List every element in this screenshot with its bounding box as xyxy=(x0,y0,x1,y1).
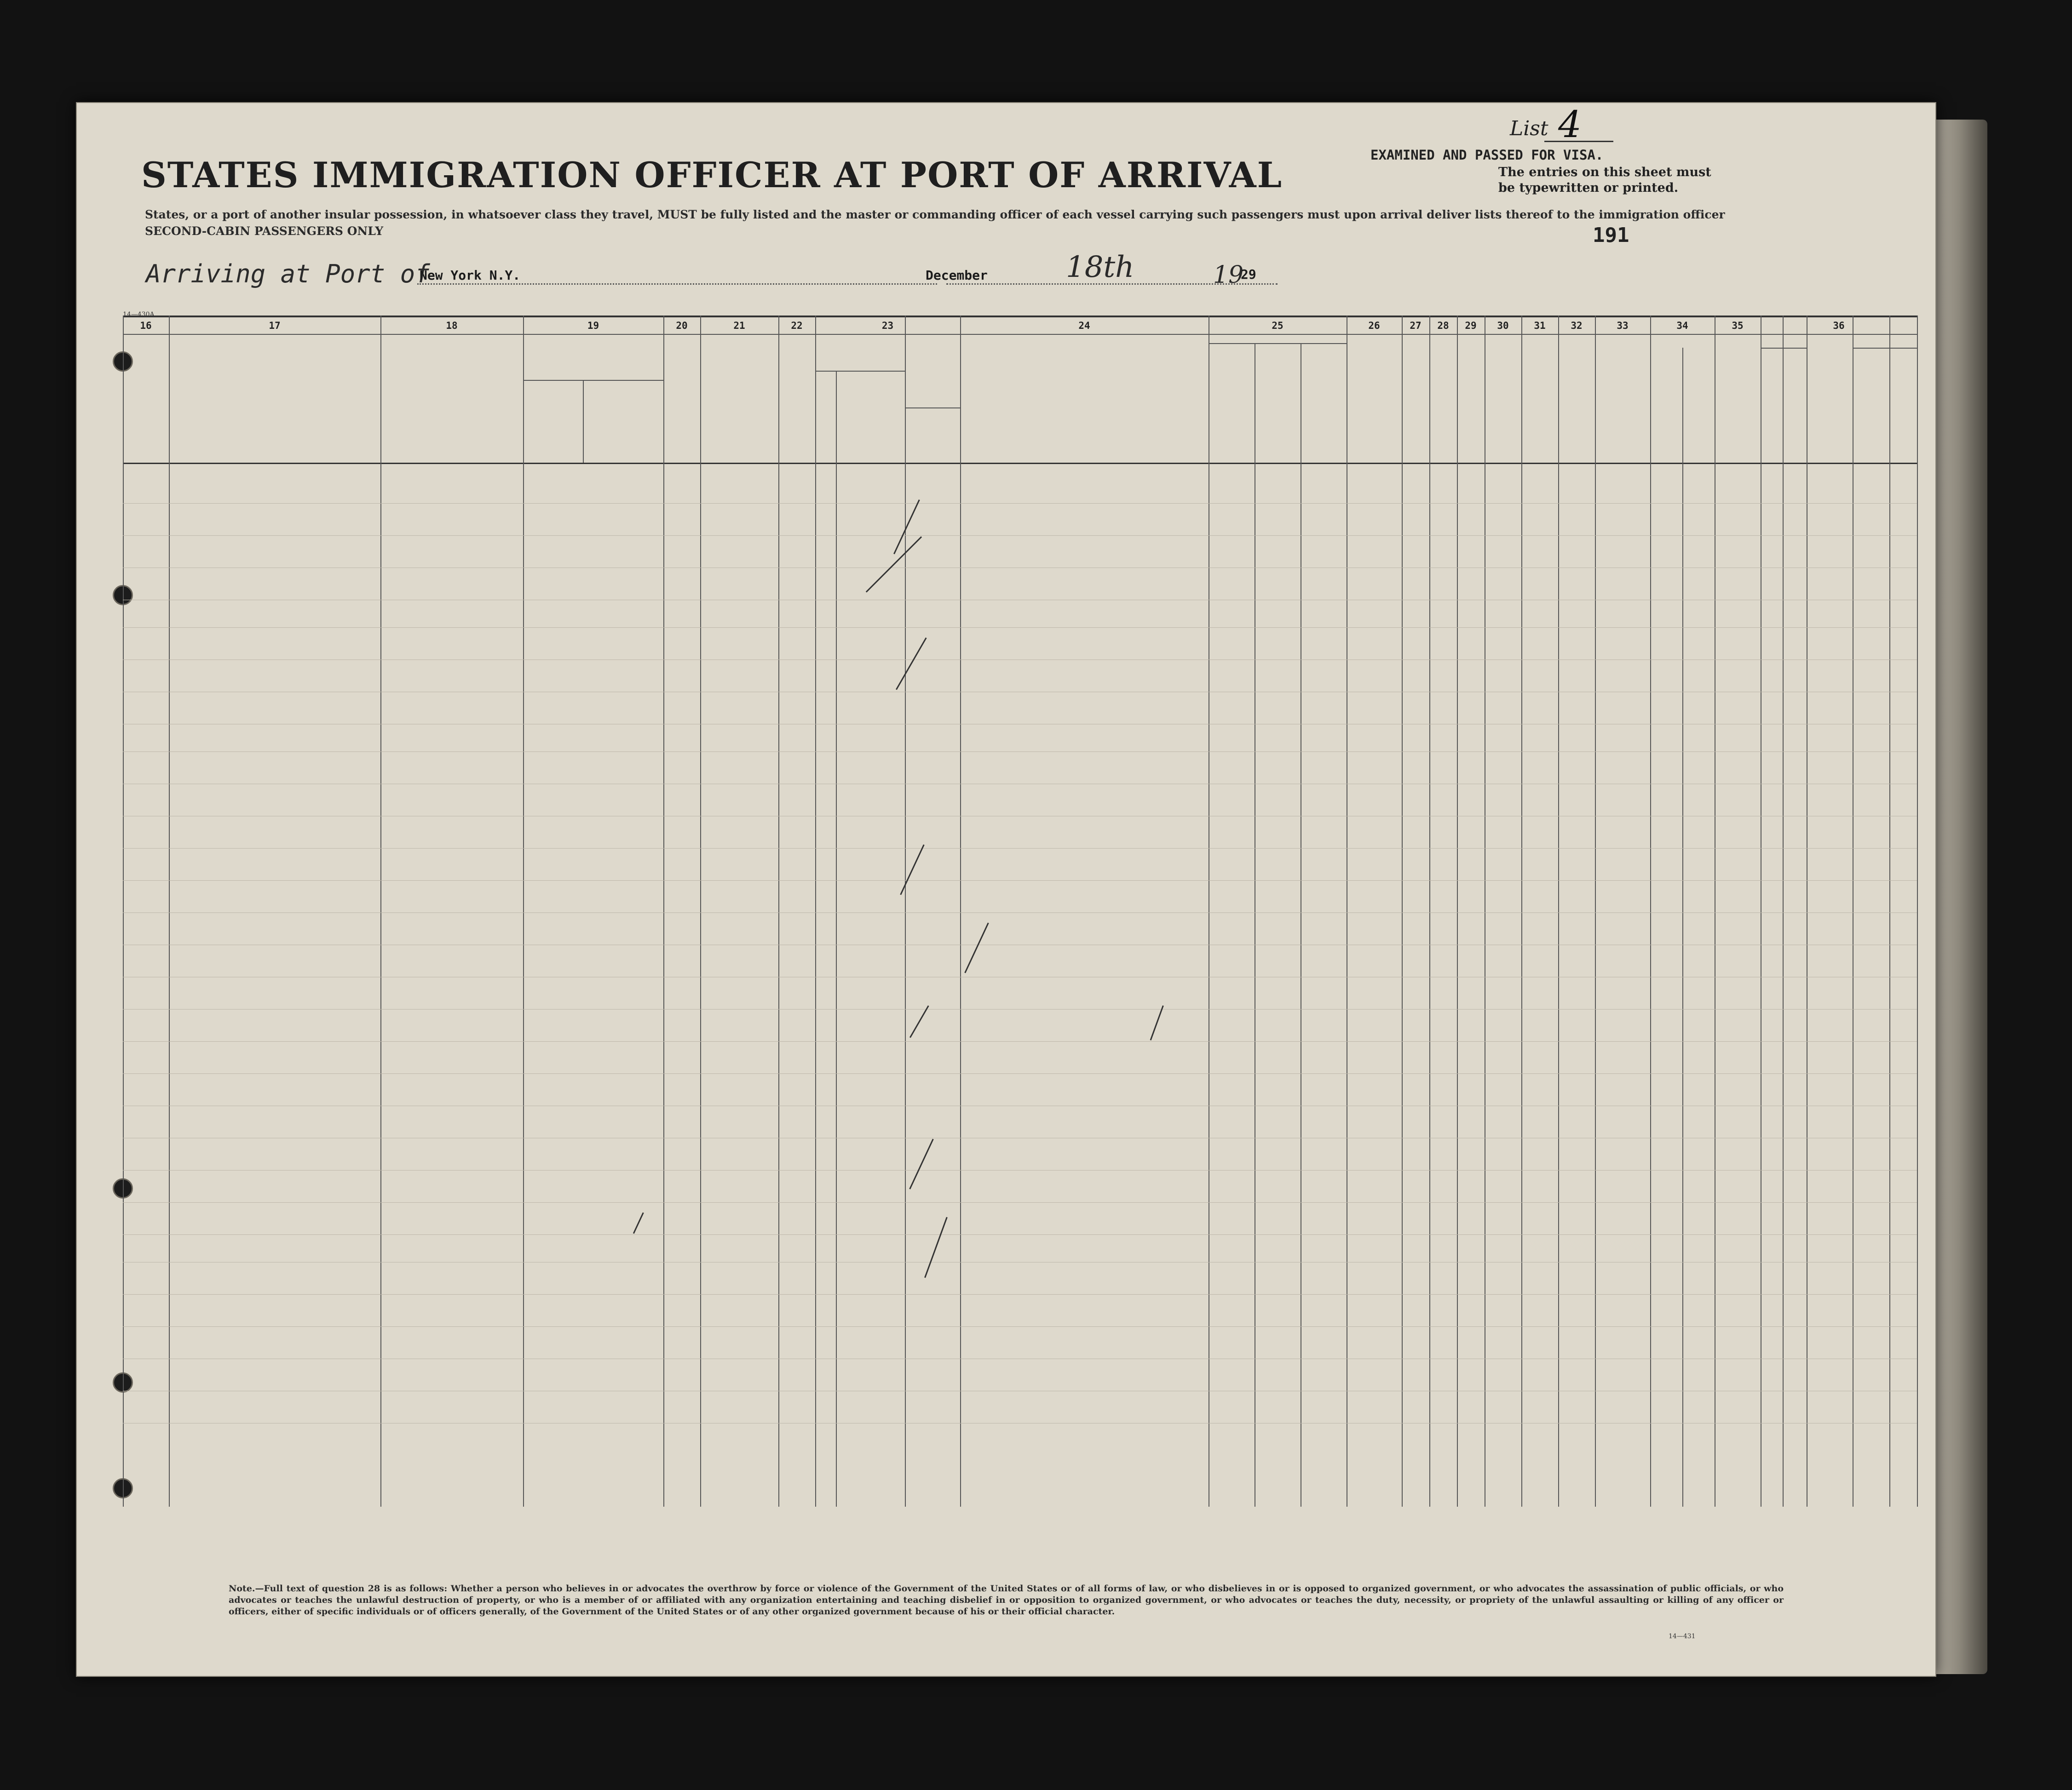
column-number: 20 xyxy=(676,320,688,331)
sub-rule xyxy=(583,380,584,463)
row-rule xyxy=(123,912,1917,913)
column-rule xyxy=(1783,316,1784,1507)
day-value: 18th xyxy=(1066,250,1134,284)
column-rule xyxy=(1558,316,1559,1507)
column-number: 31 xyxy=(1534,320,1546,331)
sub-rule xyxy=(1209,343,1347,344)
column-number: 33 xyxy=(1617,320,1629,331)
row-rule xyxy=(123,1202,1917,1203)
row-rule xyxy=(123,1294,1917,1295)
sub-rule xyxy=(1761,348,1807,349)
visa-stamp: EXAMINED AND PASSED FOR VISA. xyxy=(1370,147,1604,163)
sheet-number: 191 xyxy=(1593,224,1629,247)
manifest-sheet xyxy=(76,102,1936,1677)
column-rule xyxy=(1595,316,1596,1507)
column-number: 27 xyxy=(1410,320,1422,331)
row-rule xyxy=(123,535,1917,536)
column-number: 18 xyxy=(446,320,458,331)
sub-rule xyxy=(523,380,663,381)
column-number: 23 xyxy=(881,320,894,331)
row-rule xyxy=(123,848,1917,849)
column-rule xyxy=(1650,316,1651,1507)
footnote: Note.—Full text of question 28 is as follows: Whether a person who believes in or advocates the overthrow by force or violence of the Government of the United States or of all forms of law, or who disbelieves in or is opposed to organized government, or who advocates the assassination of public officials, or who advocates or teaches the unlawful destruction of property, or who is a member of or affiliated with any organization entertaining and teaching disbelief in or opposition to organized government, or who advocates or teaches the duty, necessity, or propriety of the unlawful assaulting or killing of any officer or officers, either of specific individuals or of officers generally, of the Government of the United States or of any other organized government because of his or their official character. xyxy=(229,1583,1784,1617)
header-note: States, or a port of another insular possession, in whatsoever class they travel, MUST be fully listed and the master or commanding officer of each vessel carrying such passengers must upon arrival deliver lists thereof to the immigration officer xyxy=(145,208,1725,221)
column-rule xyxy=(1917,316,1918,1507)
check-mark xyxy=(896,637,927,690)
column-number: 26 xyxy=(1368,320,1380,331)
form-reference: 14—430A xyxy=(123,311,155,318)
column-rule xyxy=(380,316,381,1507)
list-label: List xyxy=(1510,117,1548,140)
column-rule xyxy=(1521,316,1522,1507)
column-number: 34 xyxy=(1676,320,1688,331)
row-rule xyxy=(123,1326,1917,1327)
check-mark xyxy=(1150,1005,1164,1040)
column-rule xyxy=(1429,316,1430,1507)
page-title: STATES IMMIGRATION OFFICER AT PORT OF ARRIVAL xyxy=(141,155,1283,195)
column-rule xyxy=(778,316,779,1507)
row-rule xyxy=(123,1009,1917,1010)
column-number-rule xyxy=(123,334,1917,335)
header-subtitle: SECOND-CABIN PASSENGERS ONLY xyxy=(145,224,384,238)
port-value: New York N.Y. xyxy=(420,268,521,283)
column-rule xyxy=(663,316,664,1507)
column-number: 24 xyxy=(1078,320,1090,331)
manifest-table xyxy=(123,316,1917,1612)
check-mark xyxy=(900,844,924,895)
check-mark xyxy=(909,1139,933,1189)
sub-rule xyxy=(1682,348,1683,1507)
column-rule xyxy=(1889,316,1890,1507)
column-rule xyxy=(123,316,124,1507)
row-rule xyxy=(123,880,1917,881)
sub-rule xyxy=(836,371,837,1507)
typewritten-note: The entries on this sheet must be typewritten or printed. xyxy=(1498,165,1711,195)
table-top-rule xyxy=(123,316,1917,317)
check-mark xyxy=(633,1212,644,1234)
column-number: 25 xyxy=(1272,320,1283,331)
sub-rule xyxy=(1853,348,1917,349)
column-rule xyxy=(1402,316,1403,1507)
column-number: 21 xyxy=(733,320,745,331)
column-number: 19 xyxy=(587,320,599,331)
row-rule xyxy=(123,627,1917,628)
row-rule xyxy=(123,503,1917,504)
column-number: 30 xyxy=(1497,320,1509,331)
check-mark xyxy=(924,1217,948,1278)
column-number: 36 xyxy=(1833,320,1845,331)
row-rule xyxy=(123,1041,1917,1042)
column-rule xyxy=(523,316,524,1507)
column-rule xyxy=(815,316,816,1507)
column-rule xyxy=(1457,316,1458,1507)
check-mark xyxy=(964,923,989,973)
footnote-code: 14—431 xyxy=(1669,1633,1696,1640)
row-rule xyxy=(123,1234,1917,1235)
check-mark xyxy=(893,499,920,554)
header-bottom-rule xyxy=(123,463,1917,464)
column-rule xyxy=(905,316,906,1507)
column-number: 22 xyxy=(791,320,803,331)
check-mark xyxy=(866,536,922,592)
column-number: 16 xyxy=(140,320,152,331)
sub-rule xyxy=(815,371,905,372)
column-number: 17 xyxy=(269,320,281,331)
column-number: 28 xyxy=(1437,320,1449,331)
column-number: 32 xyxy=(1571,320,1583,331)
month-value: December xyxy=(926,268,988,283)
row-rule xyxy=(123,1073,1917,1074)
column-rule xyxy=(700,316,701,1507)
year-prefix: 19 xyxy=(1213,261,1244,289)
column-number: 29 xyxy=(1465,320,1477,331)
column-number: 35 xyxy=(1732,320,1744,331)
page-stack-edge xyxy=(1932,120,1987,1674)
year-value: 29 xyxy=(1241,267,1256,282)
arriving-label: Arriving at Port of xyxy=(146,259,430,288)
column-rule xyxy=(960,316,961,1507)
column-rule xyxy=(169,316,170,1507)
sub-rule xyxy=(905,407,960,408)
check-mark xyxy=(909,1005,929,1038)
list-number: 4 xyxy=(1558,103,1582,146)
